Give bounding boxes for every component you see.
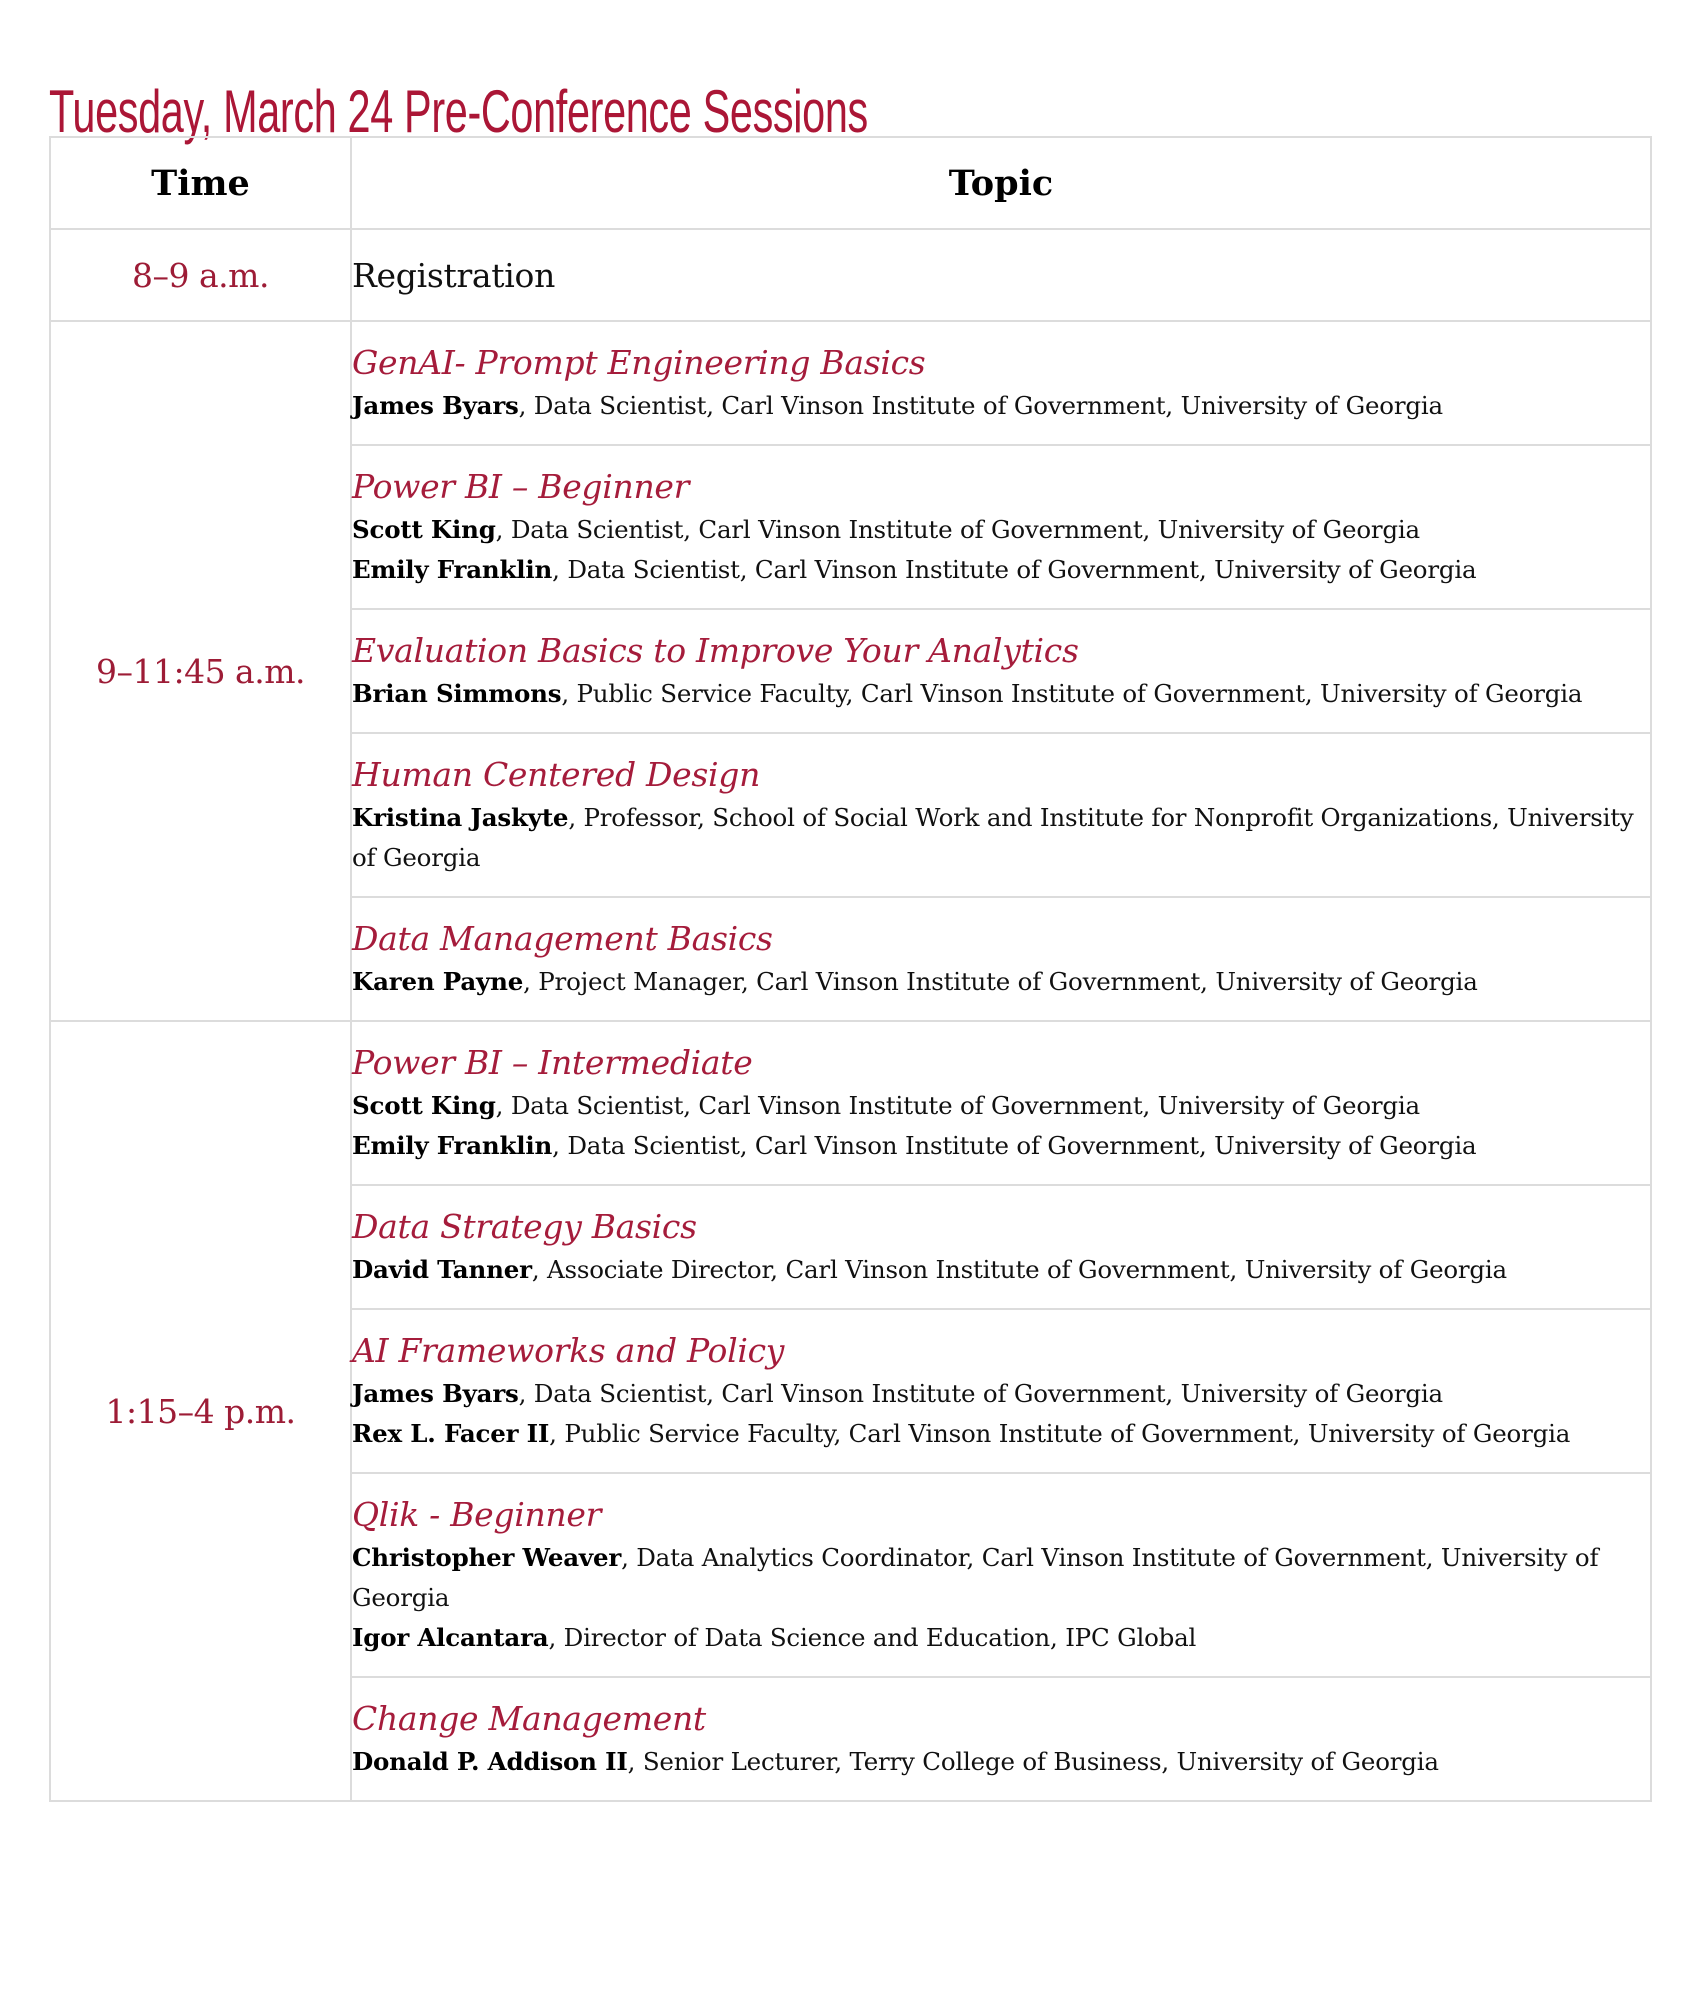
speaker-line: [352, 510, 1650, 550]
speaker-affiliation: , Data Scientist, Carl Vinson Institute of Government, University of Georgia: [518, 1379, 1443, 1408]
speaker-name: Emily Franklin: [352, 555, 553, 584]
page-title: Tuesday, March 24 Pre-Conference Sessions: [49, 78, 868, 146]
speaker-name: Kristina Jaskyte: [352, 803, 569, 832]
session-title: Power BI – Beginner: [352, 467, 690, 506]
speaker-affiliation: , Data Scientist, Carl Vinson Institute of Government, University of Georgia: [495, 1091, 1420, 1120]
speaker-name: Karen Payne: [352, 967, 524, 996]
speaker-affiliation: , Professor, School of Social Work and Institute for Nonprofit Organizations, University of Georgia: [352, 803, 1634, 872]
speaker-name: James Byars: [352, 1379, 519, 1408]
speaker-line: [352, 1374, 1650, 1414]
speaker-affiliation: , Data Scientist, Carl Vinson Institute of Government, University of Georgia: [552, 555, 1477, 584]
session-title: Data Strategy Basics: [352, 1207, 697, 1246]
speaker-line: [352, 1126, 1650, 1166]
speaker-name: Igor Alcantara: [352, 1623, 549, 1652]
speaker-name: Scott King: [352, 1091, 496, 1120]
speaker-affiliation: , Public Service Faculty, Carl Vinson Institute of Government, University of Georgia: [549, 1419, 1571, 1448]
session-title: Data Management Basics: [352, 919, 773, 958]
speaker-affiliation: , Project Manager, Carl Vinson Institute of Government, University of Georgia: [523, 967, 1478, 996]
session-cell: [351, 1677, 1651, 1801]
session-title: AI Frameworks and Policy: [352, 1331, 785, 1370]
speaker-line: [352, 1250, 1650, 1290]
speaker-name: Christopher Weaver: [352, 1543, 622, 1572]
speaker-affiliation: , Data Analytics Coordinator, Carl Vinson Institute of Government, University of Georgia: [352, 1543, 1599, 1612]
session-cell: [351, 1185, 1651, 1309]
speaker-name: Emily Franklin: [352, 1131, 553, 1160]
session-title: GenAI- Prompt Engineering Basics: [352, 343, 926, 382]
session-cell: [351, 1473, 1651, 1677]
session-cell: [351, 321, 1651, 445]
session-title: Power BI – Intermediate: [352, 1043, 753, 1082]
speaker-line: [352, 674, 1650, 714]
time-cell: 1:15–4 p.m.: [50, 1021, 351, 1801]
table-row: [50, 321, 1651, 445]
speaker-line: [352, 386, 1650, 426]
speaker-line: [352, 550, 1650, 590]
speaker-name: David Tanner: [352, 1255, 532, 1284]
speaker-affiliation: , Senior Lecturer, Terry College of Business, University of Georgia: [627, 1747, 1439, 1776]
session-cell: [351, 897, 1651, 1021]
session-title: Qlik - Beginner: [352, 1495, 602, 1534]
speaker-name: Donald P. Addison II: [352, 1747, 628, 1776]
speaker-line: [352, 1086, 1650, 1126]
column-header-topic: Topic: [351, 137, 1651, 229]
speaker-line: [352, 1742, 1650, 1782]
speaker-name: James Byars: [352, 391, 519, 420]
column-header-time: Time: [50, 137, 351, 229]
speaker-affiliation: , Data Scientist, Carl Vinson Institute of Government, University of Georgia: [518, 391, 1443, 420]
session-cell: [351, 1021, 1651, 1185]
time-cell: 8–9 a.m.: [50, 229, 351, 321]
session-title: Evaluation Basics to Improve Your Analytics: [352, 631, 1079, 670]
speaker-name: Brian Simmons: [352, 679, 562, 708]
speaker-affiliation: , Director of Data Science and Education, IPC Global: [548, 1623, 1197, 1652]
speaker-line: [352, 1618, 1650, 1658]
session-title: Human Centered Design: [352, 755, 761, 794]
speaker-line: [352, 1414, 1650, 1454]
time-cell: 9–11:45 a.m.: [50, 321, 351, 1021]
speaker-affiliation: , Data Scientist, Carl Vinson Institute of Government, University of Georgia: [495, 515, 1420, 544]
speaker-affiliation: , Associate Director, Carl Vinson Institute of Government, University of Georgia: [531, 1255, 1507, 1284]
session-cell: [351, 609, 1651, 733]
speaker-name: Rex L. Facer II: [352, 1419, 550, 1448]
session-cell: [351, 733, 1651, 897]
speaker-affiliation: , Data Scientist, Carl Vinson Institute of Government, University of Georgia: [552, 1131, 1477, 1160]
table-row-registration: [50, 229, 1651, 321]
registration-label: Registration: [351, 229, 1651, 321]
speaker-affiliation: , Public Service Faculty, Carl Vinson Institute of Government, University of Georgia: [561, 679, 1583, 708]
session-cell: [351, 1309, 1651, 1473]
speaker-line: [352, 798, 1650, 878]
session-cell: [351, 445, 1651, 609]
speaker-line: [352, 962, 1650, 1002]
header-row: [50, 137, 1651, 229]
speaker-name: Scott King: [352, 515, 496, 544]
schedule-table: [49, 136, 1652, 1802]
speaker-line: [352, 1538, 1650, 1618]
table-row: [50, 1021, 1651, 1185]
session-title: Change Management: [352, 1699, 706, 1738]
